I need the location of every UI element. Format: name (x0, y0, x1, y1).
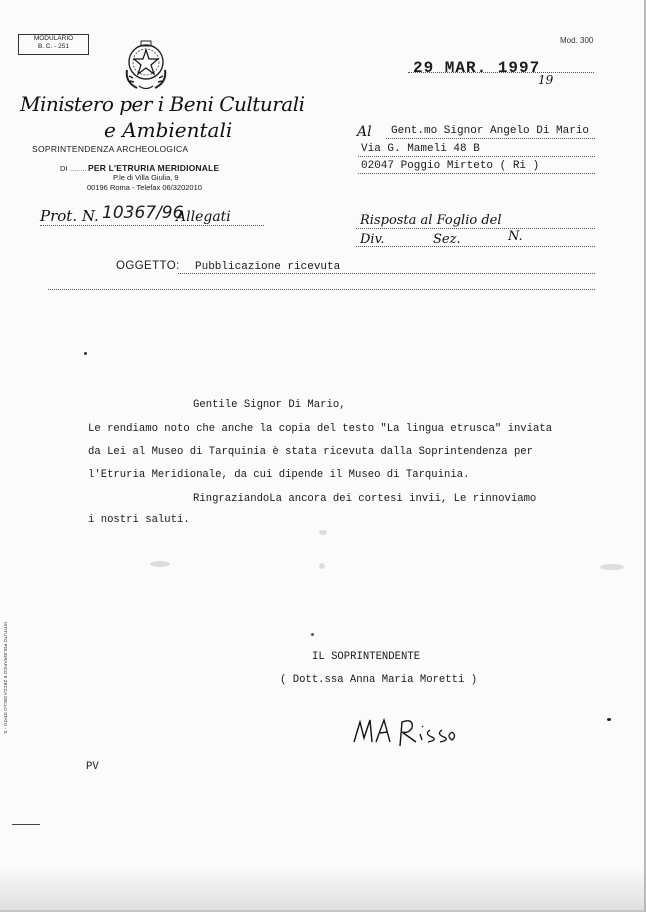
greeting: Gentile Signor Di Mario, (193, 399, 346, 411)
recipient-al-label: Al (357, 124, 372, 140)
di-dots: ........ (70, 164, 87, 173)
recipient-line1 (386, 138, 595, 139)
italian-emblem-icon (121, 38, 171, 92)
di-label: DI (60, 164, 68, 173)
body-line: da Lei al Museo di Tarquinia è stata ricevuta dalla Soprintendenza per (88, 446, 534, 458)
region-name: PER L'ETRURIA MERIDIONALE (88, 163, 220, 173)
scan-speck (319, 563, 325, 569)
protocol-number: 10367/96 (102, 203, 184, 223)
signatory-title: IL SOPRINTENDENTE (312, 651, 421, 663)
form-number: Mod. 300 (560, 36, 594, 45)
scan-speck (311, 633, 314, 636)
reply-line (356, 228, 595, 229)
subject-label: OGGETTO: (116, 260, 180, 272)
subject-line1 (178, 273, 595, 274)
body-line: l'Etruria Meridionale, da cui dipende il Museo di Tarquinia. (88, 469, 470, 481)
reference-line (356, 246, 595, 247)
modulario-code: B. C. - 251 (37, 43, 70, 50)
address-line1: P.le di Villa Giulia, 9 (113, 173, 179, 182)
printer-margin-text: ISTITUTO POLIGRAFICO E ZECCA DELLO STATO - S. (3, 622, 8, 735)
scan-speck (607, 718, 611, 721)
recipient-name: Gent.mo Signor Angelo Di Mario (391, 125, 590, 137)
year-prefix: 19 (538, 73, 554, 87)
body-line: Le rendiamo noto che anche la copia del testo "La lingua etrusca" inviata (88, 423, 553, 435)
scan-speck (319, 530, 327, 535)
protocol-label: Prot. N. (40, 207, 99, 225)
modulario-box (18, 34, 89, 55)
body-line: RingraziandoLa ancora dei cortesi invii, Le rinnoviamo (193, 493, 537, 505)
section-label: Sez. (433, 232, 461, 247)
ministry-name-line1: Ministero per i Beni Culturali (20, 92, 305, 116)
scan-speck (150, 561, 170, 567)
reply-reference-label: Risposta al Foglio del (360, 213, 502, 228)
signatory-name: ( Dott.ssa Anna Maria Moretti ) (280, 674, 478, 686)
scan-speck (600, 564, 624, 570)
ministry-name-line2: e Ambientali (104, 118, 233, 142)
division-label: Div. (360, 232, 385, 247)
recipient-city: 02047 Poggio Mirteto ( Ri ) (361, 160, 540, 172)
protocol-line (40, 225, 264, 226)
body-line: i nostri saluti. (88, 514, 190, 526)
number-label: N. (508, 229, 523, 244)
recipient-street: Via G. Mameli 48 B (361, 143, 480, 155)
recipient-line3 (358, 173, 595, 174)
scan-speck (84, 352, 87, 355)
scan-shadow (0, 866, 644, 910)
date-line (408, 72, 594, 73)
subject-line2 (48, 289, 595, 290)
recipient-line2 (358, 156, 595, 157)
subject-value: Pubblicazione ricevuta (195, 261, 341, 273)
modulario-label: MODULARIO (33, 35, 74, 42)
bottom-left-mark (12, 824, 40, 825)
handwritten-signature (350, 712, 460, 752)
department-name: SOPRINTENDENZA ARCHEOLOGICA (32, 144, 189, 154)
attachments-label: Allegati (176, 209, 231, 225)
address-line2: 00196 Roma - Telefax 06/3202010 (87, 183, 202, 192)
typist-initials: PV (86, 761, 99, 773)
date-stamp: 29 MAR. 1997 (413, 59, 541, 77)
